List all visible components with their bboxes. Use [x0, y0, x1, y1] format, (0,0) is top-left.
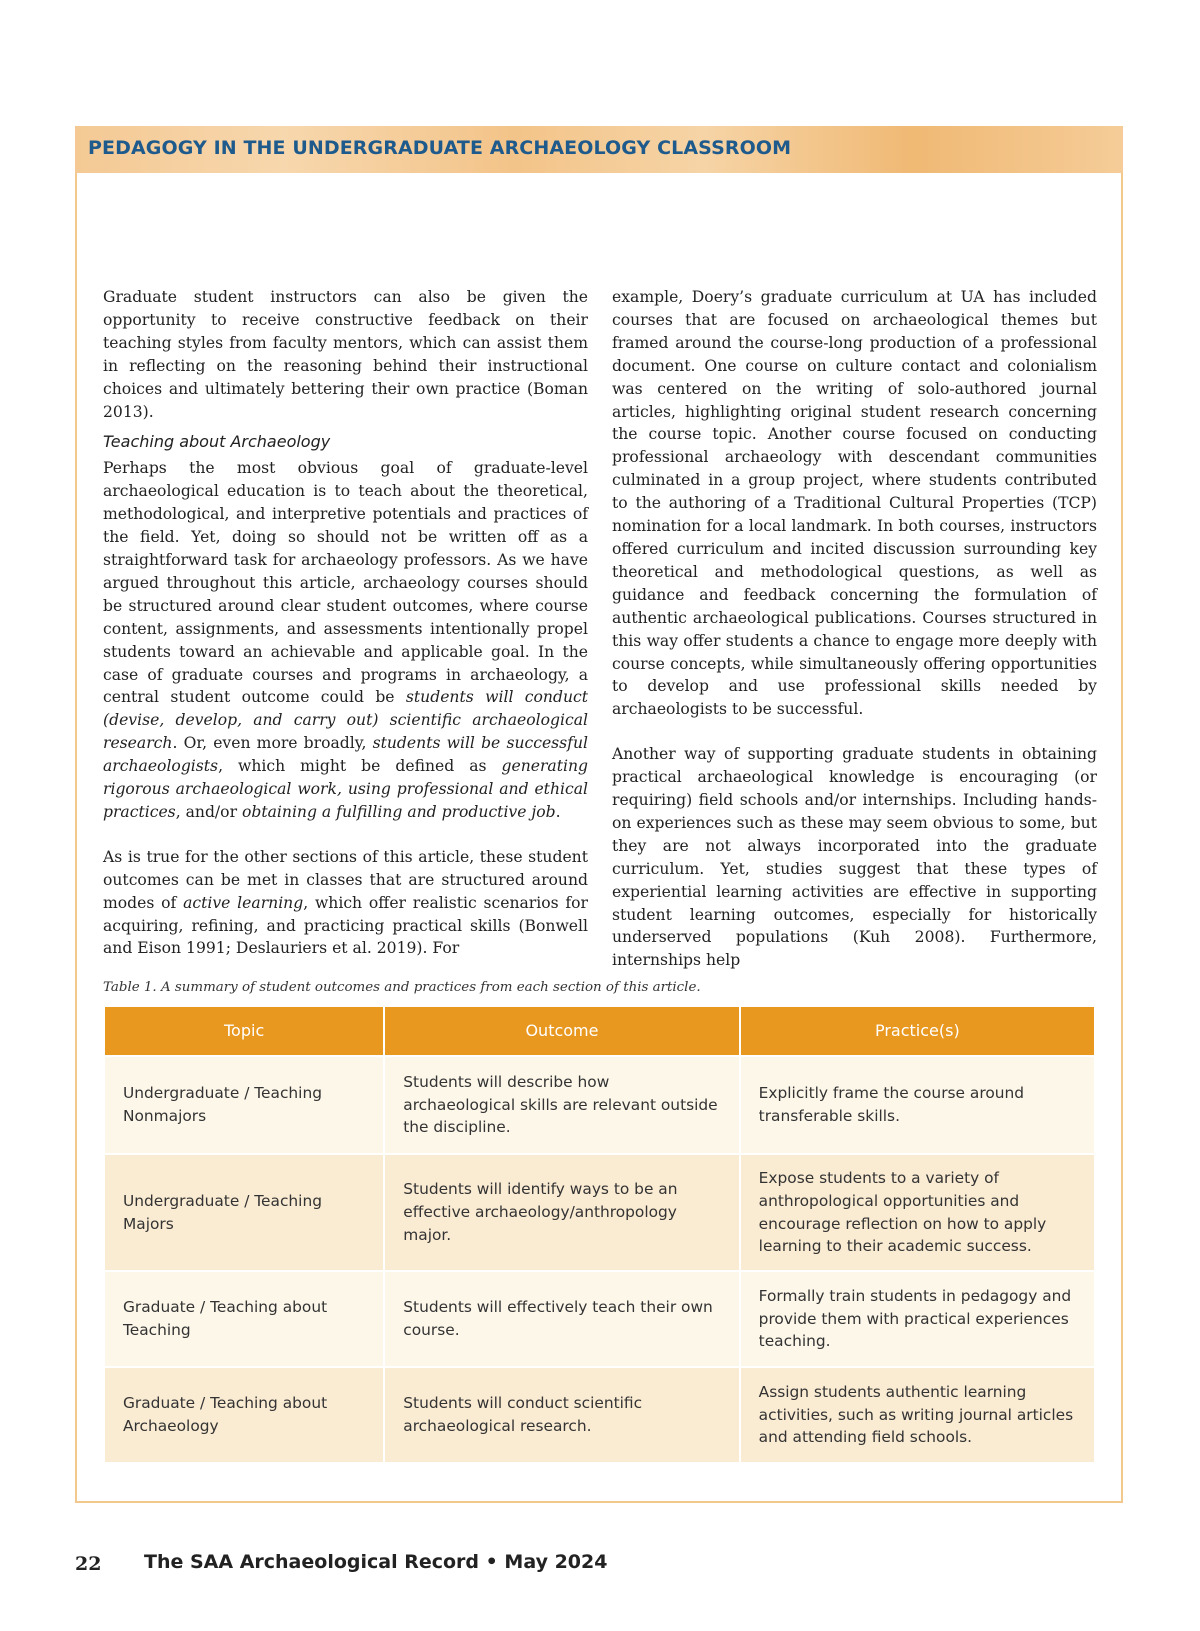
table-cell: Graduate / Teaching about Teaching	[105, 1272, 383, 1366]
table-cell: Undergraduate / Teaching Majors	[105, 1155, 383, 1270]
issue-date: May 2024	[504, 1551, 608, 1573]
table-cell: Graduate / Teaching about Archaeology	[105, 1368, 383, 1462]
paragraph: Graduate student instructors can also be given the opportunity to receive constructive feedback on their teaching styles from faculty mentors, which can assist them in reflecting on the reasoning behind their instructional choices and ultimately bettering their own practice (Boman 2013).	[103, 288, 588, 421]
page-number: 22	[75, 1553, 102, 1575]
table-cell: Students will describe how archaeological skills are relevant outside the discipline.	[385, 1057, 738, 1153]
subheading: Teaching about Archaeology	[103, 432, 331, 452]
column-header-topic: Topic	[105, 1007, 383, 1055]
section-title: PEDAGOGY IN THE UNDERGRADUATE ARCHAEOLOGY CLASSROOM	[88, 137, 792, 159]
table-row	[105, 1057, 1094, 1153]
table-cell: Students will effectively teach their own course.	[385, 1272, 738, 1366]
table-row	[105, 1155, 1094, 1270]
table-header-row	[105, 1007, 1094, 1055]
footer-separator: •	[485, 1551, 498, 1573]
table-cell: Students will identify ways to be an effective archaeology/anthropology major.	[385, 1155, 738, 1270]
table-row	[105, 1272, 1094, 1366]
column-header-practices: Practice(s)	[741, 1007, 1094, 1055]
paragraph: example, Doery’s graduate curriculum at UA has included courses that are focused on archaeological themes but framed around the course-long production of a professional document. One course on culture contact and colonialism was centered on the writing of solo-authored journal articles, highlighting original student research concerning the course topic. Another course focused on conducting professional archaeology with descendant communities culminated in a group project, where students contributed to the authoring of a Traditional Cultural Properties (TCP) nomination for a local landmark. In both courses, instructors offered curriculum and incited discussion surrounding key theoretical and methodological questions, as well as guidance and feedback concerning the formulation of authentic archaeological publications. Courses structured in this way offer students a chance to engage more deeply with course concepts, while simultaneously offering opportunities to develop and use professional skills needed by archaeologists to be successful.	[612, 288, 1097, 719]
right-column	[612, 286, 1097, 972]
table-cell: Formally train students in pedagogy and provide them with practical experiences teaching.	[741, 1272, 1094, 1366]
table-cell: Expose students to a variety of anthropological opportunities and encourage reflection on how to apply learning to their academic success.	[741, 1155, 1094, 1270]
footer-journal-line	[144, 1551, 607, 1573]
paragraph: Perhaps the most obvious goal of graduate-level archaeological education is to teach about the theoretical, methodological, and interpretive potentials and practices of the field. Yet, doing so should not be written off as a straightforward task for archaeology professors. As we have argued throughout this article, archaeology courses should be structured around clear student outcomes, where course content, assignments, and assessments intentionally propel students toward an achievable and applicable goal. In the case of graduate courses and programs in archaeology, a central student outcome could be students will conduct (devise, develop, and carry out) scientific archaeological research. Or, even more broadly, students will be successful archaeologists, which might be defined as generating rigorous archaeological work, using professional and ethical practices, and/or obtaining a fulfilling and productive job.	[103, 459, 588, 821]
table-cell: Explicitly frame the course around transferable skills.	[741, 1057, 1094, 1153]
column-header-outcome: Outcome	[385, 1007, 738, 1055]
table-caption: Table 1. A summary of student outcomes and practices from each section of this article.	[103, 980, 701, 995]
table-cell: Students will conduct scientific archaeological research.	[385, 1368, 738, 1462]
table-cell: Assign students authentic learning activities, such as writing journal articles and attending field schools.	[741, 1368, 1094, 1462]
paragraph: As is true for the other sections of this article, these student outcomes can be met in classes that are structured around modes of active learning, which offer realistic scenarios for acquiring, refining, and practicing practical skills (Bonwell and Eison 1991; Deslauriers et al. 2019). For	[103, 847, 589, 958]
table-row	[105, 1368, 1094, 1462]
journal-title: The SAA Archaeological Record	[144, 1551, 480, 1573]
table-cell: Undergraduate / Teaching Nonmajors	[105, 1057, 383, 1153]
summary-table	[103, 1005, 1096, 1464]
left-column	[103, 286, 588, 960]
paragraph: Another way of supporting graduate students in obtaining practical archaeological knowledge is encouraging (or requiring) field schools and/or internships. Including hands-on experiences such as these may seem obvious to some, but they are not always incorporated into the graduate curriculum. Yet, studies suggest that these types of experiential learning activities are effective in supporting student learning outcomes, especially for historically underserved populations (Kuh 2008). Furthermore, internships help	[612, 745, 1097, 970]
